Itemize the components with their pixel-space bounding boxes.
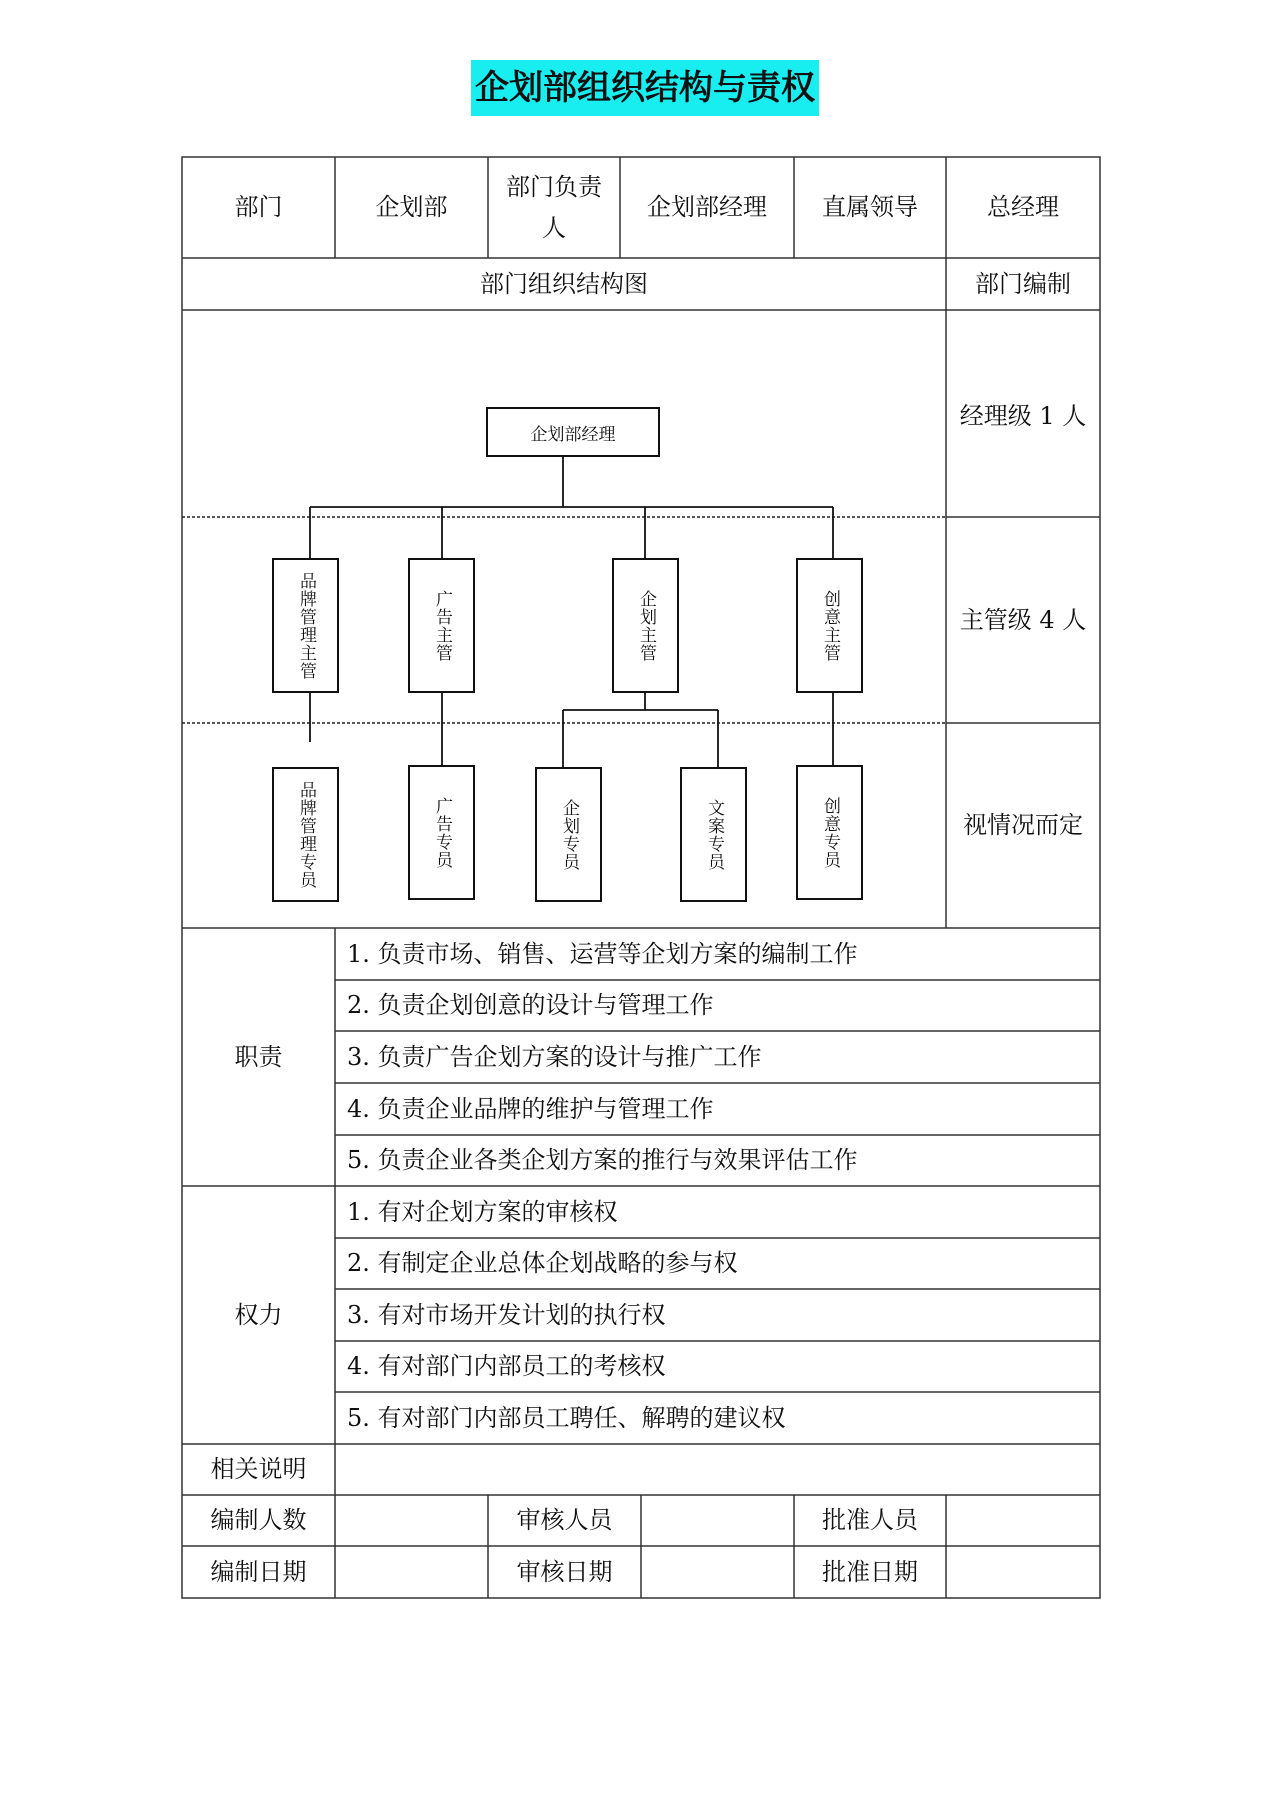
reviewer-label: 审核人员 <box>516 1506 613 1535</box>
org-node-staff <box>408 765 475 900</box>
approve-date-label: 批准日期 <box>822 1557 918 1586</box>
org-chart-title: 部门组织结构图 <box>480 269 648 298</box>
approve-date-value[interactable] <box>946 1546 1100 1598</box>
org-node-label: 企划专员 <box>559 798 579 871</box>
dept-value: 企划部 <box>375 193 448 222</box>
duty-item: 5. 负责企业各类企划方案的推行与效果评估工作 <box>347 1146 858 1175</box>
notes-value[interactable] <box>335 1444 1100 1495</box>
dept-head-value: 企划部经理 <box>647 193 767 222</box>
authority-item: 4. 有对部门内部员工的考核权 <box>347 1352 666 1381</box>
duty-item: 1. 负责市场、销售、运营等企划方案的编制工作 <box>347 939 858 968</box>
org-node-staff <box>680 767 747 902</box>
prepare-date-value[interactable] <box>335 1546 488 1598</box>
authority-item: 2. 有制定企业总体企划战略的参与权 <box>347 1249 738 1278</box>
dept-label: 部门 <box>234 193 283 222</box>
org-node-supervisor <box>408 558 475 693</box>
staffing-staff-level: 视情况而定 <box>963 811 1083 840</box>
org-node-supervisor <box>612 558 679 693</box>
notes-label: 相关说明 <box>210 1455 307 1484</box>
org-node-supervisor <box>796 558 863 693</box>
duty-item: 3. 负责广告企划方案的设计与推广工作 <box>347 1042 762 1071</box>
review-date-value[interactable] <box>641 1546 794 1598</box>
superior-label: 直属领导 <box>822 193 918 222</box>
org-node-staff <box>272 767 339 902</box>
authority-item: 1. 有对企划方案的审核权 <box>347 1197 618 1226</box>
authority-item: 3. 有对市场开发计划的执行权 <box>347 1300 666 1329</box>
authority-label: 权力 <box>234 1300 283 1329</box>
authority-item: 5. 有对部门内部员工聘任、解聘的建议权 <box>347 1403 786 1432</box>
approver-value[interactable] <box>946 1495 1100 1546</box>
org-node-label: 文案专员 <box>704 798 724 871</box>
prepare-date-label: 编制日期 <box>210 1557 307 1586</box>
review-date-label: 审核日期 <box>516 1557 613 1586</box>
org-node-staff <box>796 765 863 900</box>
org-node-label: 广告主管 <box>432 589 452 662</box>
org-node-label: 品牌管理主管 <box>296 571 316 680</box>
dept-head-label: 部门负责人 <box>506 172 602 242</box>
superior-value: 总经理 <box>987 193 1059 222</box>
duty-item: 4. 负责企业品牌的维护与管理工作 <box>347 1094 714 1123</box>
duties-label: 职责 <box>234 1042 283 1071</box>
duty-item: 2. 负责企划创意的设计与管理工作 <box>347 991 714 1020</box>
staffing-title: 部门编制 <box>975 269 1071 298</box>
staffing-manager-level: 经理级 1 人 <box>959 402 1087 430</box>
org-node-staff <box>535 767 602 902</box>
org-node-label: 创意专员 <box>820 796 840 869</box>
approver-label: 批准人员 <box>822 1506 918 1535</box>
headcount-value[interactable] <box>335 1495 488 1546</box>
staffing-supervisor-level: 主管级 4 人 <box>959 605 1087 634</box>
org-node-label: 广告专员 <box>432 796 452 869</box>
headcount-label: 编制人数 <box>210 1506 307 1535</box>
org-node-label: 品牌管理专员 <box>296 780 316 889</box>
org-node-label: 创意主管 <box>820 589 840 662</box>
org-node-supervisor <box>272 558 339 693</box>
page-title: 企划部组织结构与责权 <box>471 60 819 116</box>
reviewer-value[interactable] <box>641 1495 794 1546</box>
org-node-manager: 企划部经理 <box>486 407 660 457</box>
org-node-label: 企划主管 <box>636 589 656 662</box>
